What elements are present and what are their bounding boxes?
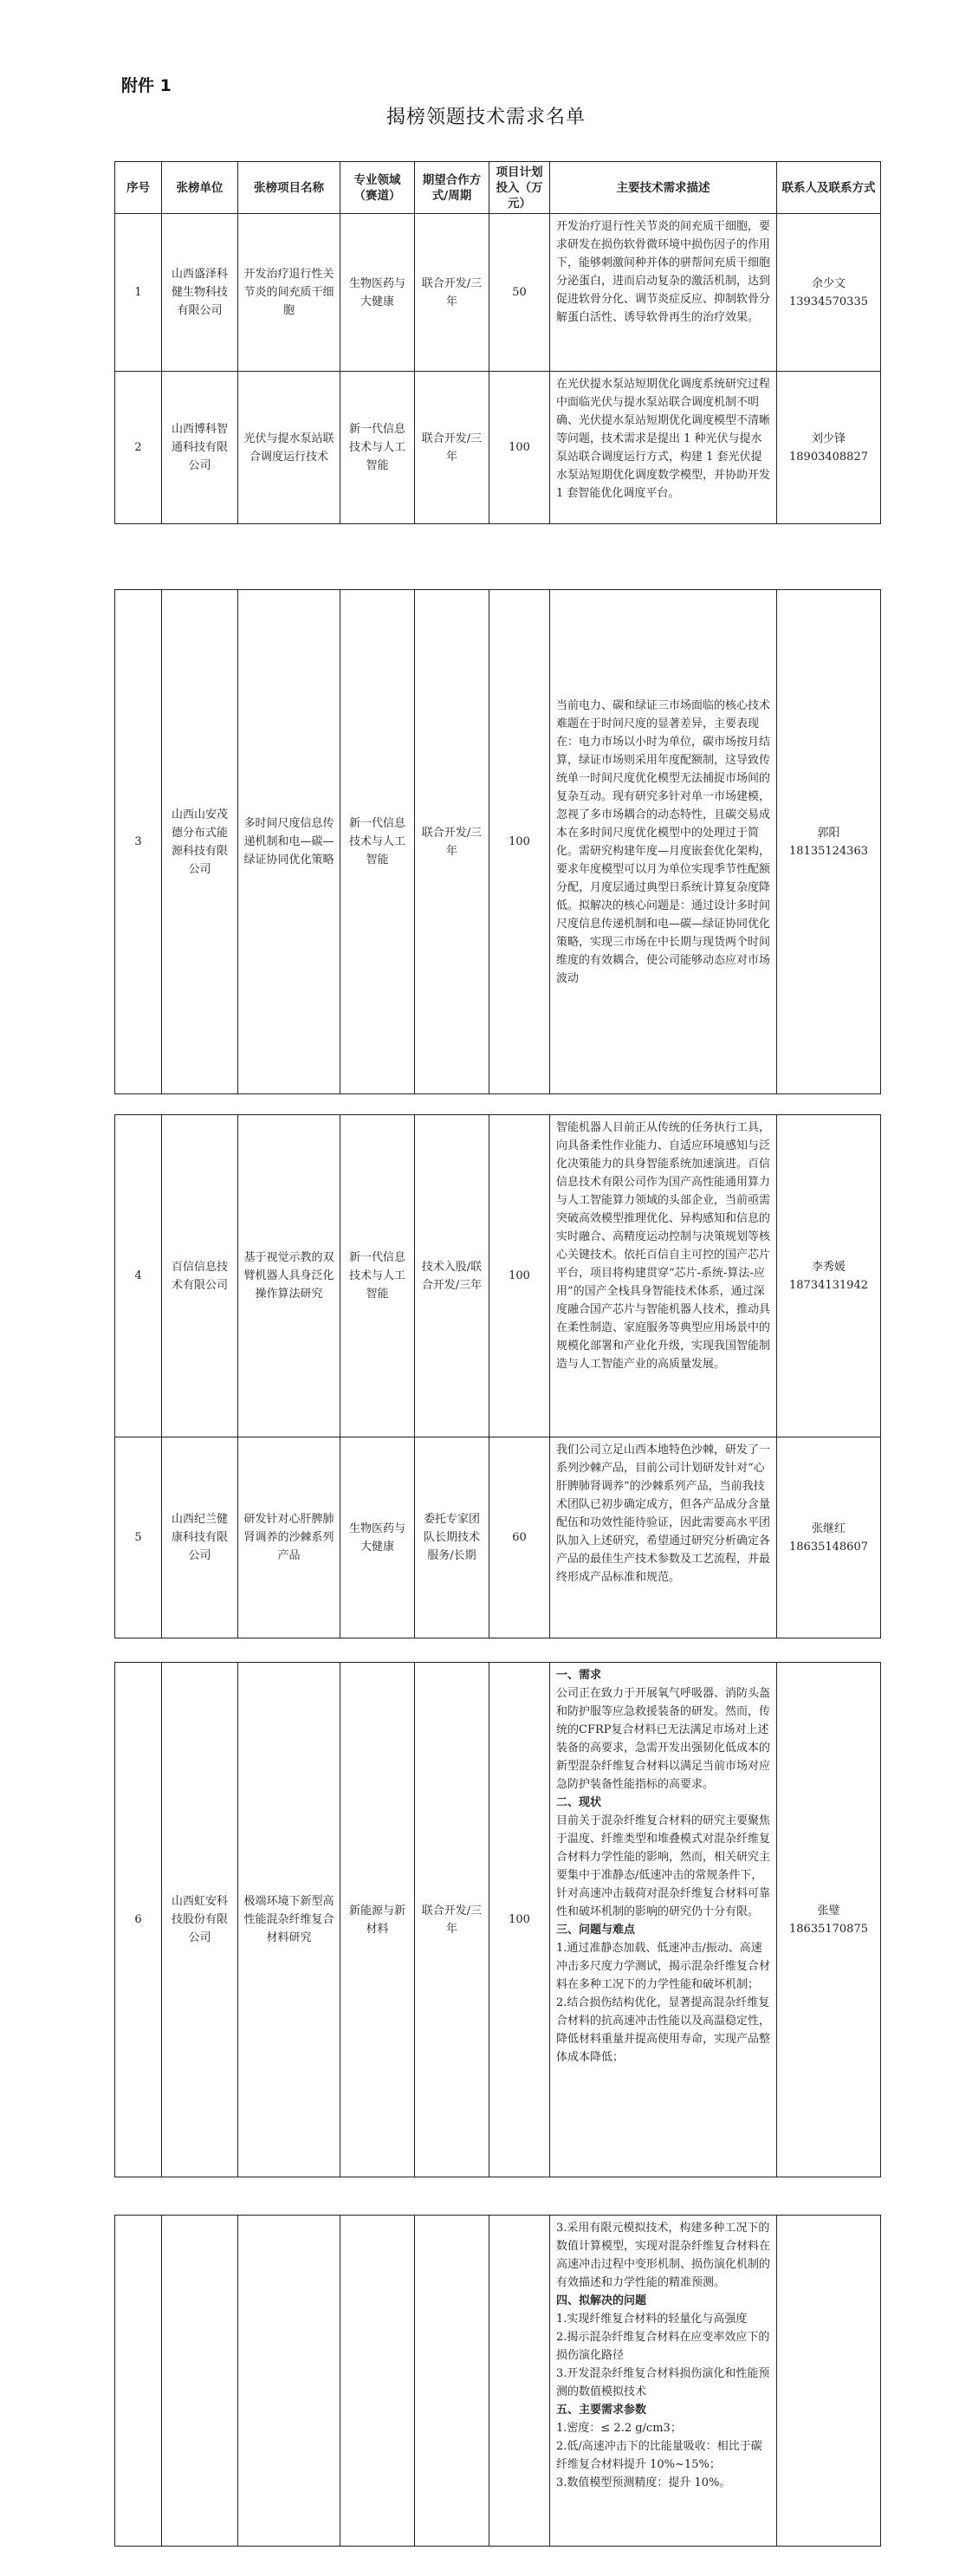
cell-coop: 联合开发/三年 (415, 214, 489, 372)
cell-no: 6 (115, 1663, 162, 2177)
header-project: 张榜项目名称 (238, 162, 340, 214)
cell-contact (777, 2216, 881, 2547)
cell-desc: 在光伏提水泵站短期优化调度系统研究过程中面临光伏与提水泵站联合调度机制不明确、光伏提水泵站短期优化调度模型不清晰等问题，技术需求是提出 1 种光伏与提水泵站联合调度运行方式，构建 1 套光伏提水泵站短期优化调度数学模型，并协助开发 1 套智能优化调度平台。 (550, 372, 777, 524)
cell-coop: 联合开发/三年 (415, 372, 489, 524)
cell-coop: 联合开发/三年 (415, 1663, 489, 2177)
cell-field: 生物医药与大健康 (340, 1437, 415, 1638)
desc-paragraph: 3.数值模型预测精度：提升 10%。 (556, 2476, 731, 2489)
table-header-row (115, 162, 881, 214)
desc-heading: 四、拟解决的问题 (556, 2294, 647, 2307)
cell-no: 4 (115, 1115, 162, 1437)
cell-no: 1 (115, 214, 162, 372)
table-row (115, 2216, 881, 2547)
cell-project: 光伏与提水泵站联合调度运行技术 (238, 372, 340, 524)
cell-invest: 100 (489, 1115, 550, 1437)
desc-paragraph: 2.低/高速冲击下的比能量吸收：相比于碳纤维复合材料提升 10%~15%； (556, 2440, 762, 2471)
header-unit: 张榜单位 (162, 162, 238, 214)
table-block-5 (114, 2215, 881, 2547)
table-row (115, 1437, 881, 1638)
desc-heading: 二、现状 (556, 1796, 602, 1809)
cell-invest: 100 (489, 590, 550, 1094)
cell-field: 新一代信息技术与人工智能 (340, 590, 415, 1094)
header-no: 序号 (115, 162, 162, 214)
cell-desc (550, 2216, 777, 2547)
attachment-label: 附件 1 (121, 76, 172, 95)
cell-desc: 我们公司立足山西本地特色沙棘，研发了一系列沙棘产品，目前公司计划研发针对“心肝脾肺肾调养”的沙棘系列产品，当前我技术团队已初步确定成方，但各产品成分含量配伍和功效性能待验证，因此需要高水平团队加入上述研究，希望通过研究分析确定各产品的最佳生产技术参数及工艺流程，并最终形成产品标准和规范。 (550, 1437, 777, 1638)
cell-project: 研发针对心肝脾肺肾调养的沙棘系列产品 (238, 1437, 340, 1638)
desc-heading: 一、需求 (556, 1669, 602, 1682)
cell-coop: 联合开发/三年 (415, 590, 489, 1094)
cell-desc (550, 1663, 777, 2177)
cell-no (115, 2216, 162, 2547)
desc-paragraph: 1.密度：≤ 2.2 g/cm3； (556, 2422, 682, 2435)
table-row (115, 590, 881, 1094)
cell-project: 多时间尺度信息传递机制和电—碳—绿证协同优化策略 (238, 590, 340, 1094)
desc-paragraph: 3.开发混杂纤维复合材料损伤演化和性能预测的数值模拟技术 (556, 2367, 770, 2398)
cell-coop: 委托专家团队长期技术服务/长期 (415, 1437, 489, 1638)
cell-field: 生物医药与大健康 (340, 214, 415, 372)
cell-invest: 100 (489, 372, 550, 524)
table-row (115, 1663, 881, 2177)
cell-contact: 张继红 18635148607 (777, 1437, 881, 1638)
cell-no: 5 (115, 1437, 162, 1638)
cell-desc: 开发治疗退行性关节炎的间充质干细胞，要求研发在损伤软骨微环境中损伤因子的作用下，能够刺激间种并体的骈帮间充质干细胞分泌蛋白，进而启动复杂的激活机制，达到促进软骨分化、调节炎症反应、抑制软骨分解蛋白活性、诱导软骨再生的治疗效果。 (550, 214, 777, 372)
cell-project (238, 2216, 340, 2547)
cell-field (340, 2216, 415, 2547)
desc-paragraph: 公司正在致力于开展氧气呼吸器、消防头盔和防护服等应急救援装备的研发。然而，传统的CFRP复合材料已无法满足市场对上述装备的高要求，急需开发出强韧化低成本的新型混杂纤维复合材料以满足当前市场对应急防护装备性能指标的高要求。 (556, 1687, 771, 1791)
desc-paragraph: 目前关于混杂纤维复合材料的研究主要聚焦于温度、纤维类型和堆叠模式对混杂纤维复合材料力学性能的影响，然而，相关研究主要集中于准静态/低速冲击的常规条件下，针对高速冲击载荷对混杂纤维复合材料可靠性和破坏机制的影响的研究仍十分有限。 (556, 1814, 771, 1918)
table-block-2 (114, 589, 881, 1094)
desc-heading: 五、主要需求参数 (556, 2404, 647, 2417)
table-block-3 (114, 1114, 881, 1638)
cell-unit: 山西纪兰健康科技有限公司 (162, 1437, 238, 1638)
desc-paragraph: 1.通过准静态加载、低速冲击/振动、高速冲击多尺度力学测试，揭示混杂纤维复合材料在多种工况下的力学性能和破坏机制； (556, 1942, 771, 1991)
cell-field: 新能源与新材料 (340, 1663, 415, 2177)
header-desc: 主要技术需求描述 (550, 162, 777, 214)
cell-unit: 山西山安茂德分布式能源科技有限公司 (162, 590, 238, 1094)
header-field: 专业领域（赛道） (340, 162, 415, 214)
cell-field: 新一代信息技术与人工智能 (340, 372, 415, 524)
cell-invest: 50 (489, 214, 550, 372)
cell-invest (489, 2216, 550, 2547)
cell-no: 2 (115, 372, 162, 524)
cell-desc: 智能机器人目前正从传统的任务执行工具，向具备柔性作业能力、自适应环境感知与泛化决策能力的具身智能系统加速演进。百信信息技术有限公司作为国产高性能通用算力与人工智能算力领域的头部企业，当前亟需突破高效模型推理优化、异构感知和信息的实时融合、高精度运动控制与决策规划等核心关键技术。依托百信自主可控的国产芯片平台，项目将构建贯穿“芯片-系统-算法-应用”的国产全栈具身智能技术体系，通过深度融合国产芯片与智能机器人技术，推动具在柔性制造、家庭服务等典型应用场景中的规模化部署和产业化升级，实现我国智能制造与人工智能产业的高质量发展。 (550, 1115, 777, 1437)
cell-coop: 技术入股/联合开发/三年 (415, 1115, 489, 1437)
cell-desc: 当前电力、碳和绿证三市场面临的核心技术难题在于时间尺度的显著差异，主要表现在：电力市场以小时为单位，碳市场按月结算，绿证市场则采用年度配额制，这导致传统单一时间尺度优化模型无法捕捉市场间的复杂互动。现有研究多针对单一市场建模，忽视了多市场耦合的动态特性，且碳交易成本在多时间尺度优化模型中的处理过于简化。需研究构建年度—月度嵌套优化架构，要求年度模型可以月为单位实现季节性配额分配，月度层通过典型日系统计算复杂度降低。拟解决的核心问题是：通过设计多时间尺度信息传递机制和电—碳—绿证协同优化策略，实现三市场在中长期与现货两个时间维度的有效耦合，使公司能够动态应对市场波动 (550, 590, 777, 1094)
page-title: 揭榜领题技术需求名单 (386, 107, 586, 128)
cell-unit: 山西盛泽科健生物科技有限公司 (162, 214, 238, 372)
cell-project: 基于视觉示教的双臂机器人具身泛化操作算法研究 (238, 1115, 340, 1437)
desc-paragraph: 1.实现纤维复合材料的轻量化与高强度 (556, 2313, 748, 2326)
cell-unit: 山西博科智通科技有限公司 (162, 372, 238, 524)
desc-paragraph: 3.采用有限元模拟技术，构建多种工况下的数值计算模型，实现对混杂纤维复合材料在高速冲击过程中变形机制、损伤演化机制的有效描述和力学性能的精准预测。 (556, 2222, 771, 2289)
cell-invest: 60 (489, 1437, 550, 1638)
cell-project: 极端环境下新型高性能混杂纤维复合材料研究 (238, 1663, 340, 2177)
cell-contact: 余少文 13934570335 (777, 214, 881, 372)
cell-contact: 张璧 18635170875 (777, 1663, 881, 2177)
table-row (115, 214, 881, 372)
cell-coop (415, 2216, 489, 2547)
header-invest: 项目计划投入（万元） (489, 162, 550, 214)
table-row (115, 1115, 881, 1437)
cell-unit (162, 2216, 238, 2547)
table-block-1 (114, 161, 881, 524)
cell-invest: 100 (489, 1663, 550, 2177)
cell-unit: 百信信息技术有限公司 (162, 1115, 238, 1437)
table-row (115, 372, 881, 524)
cell-no: 3 (115, 590, 162, 1094)
cell-contact: 李秀媛 18734131942 (777, 1115, 881, 1437)
desc-paragraph: 2.揭示混杂纤维复合材料在应变率效应下的损伤演化路径 (556, 2331, 770, 2362)
desc-paragraph: 2.结合损伤结构优化，显著提高混杂纤维复合材料的抗高速冲击性能以及高温稳定性，降低材料重量并提高使用寿命，实现产品整体成本降低； (556, 1996, 771, 2064)
table-block-4 (114, 1662, 881, 2177)
cell-field: 新一代信息技术与人工智能 (340, 1115, 415, 1437)
header-coop: 期望合作方式/周期 (415, 162, 489, 214)
desc-heading: 三、问题与难点 (556, 1924, 636, 1937)
header-contact: 联系人及联系方式 (777, 162, 881, 214)
cell-contact: 郭阳 18135124363 (777, 590, 881, 1094)
cell-contact: 刘少锋 18903408827 (777, 372, 881, 524)
cell-unit: 山西虹安科技股份有限公司 (162, 1663, 238, 2177)
cell-project: 开发治疗退行性关节炎的间充质干细胞 (238, 214, 340, 372)
